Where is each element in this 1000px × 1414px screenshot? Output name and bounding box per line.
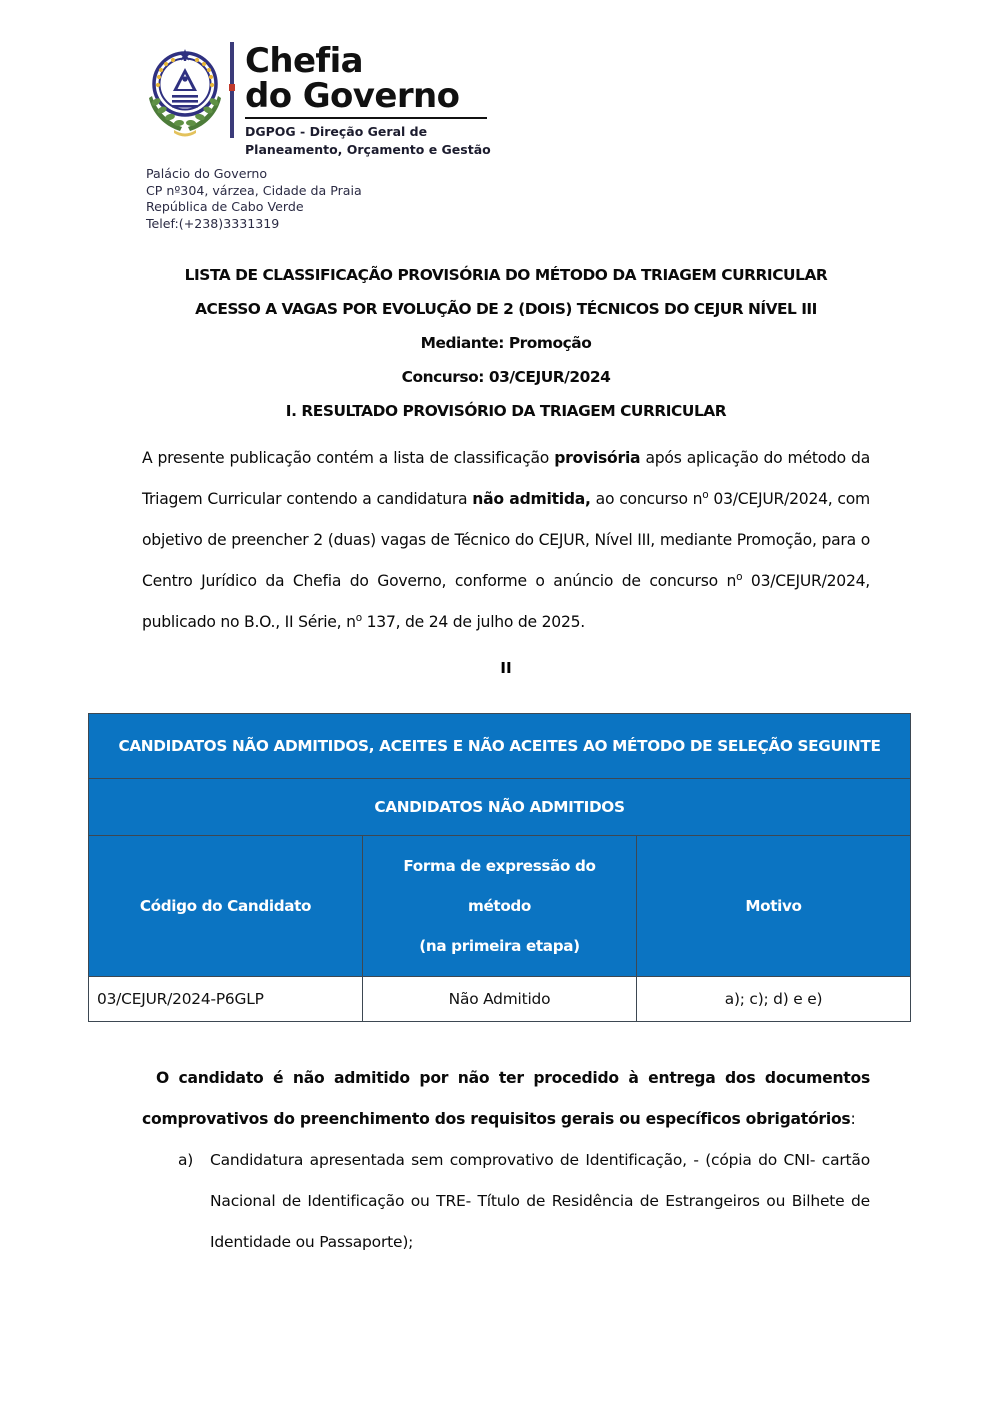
column-header-codigo: Código do Candidato bbox=[89, 836, 363, 977]
column-header-forma-line2: método bbox=[467, 897, 532, 915]
cell-motivo: a); c); d) e e) bbox=[637, 977, 911, 1022]
brand-line-1: Chefia bbox=[245, 41, 364, 81]
subtitle-access: ACESSO A VAGAS POR EVOLUÇÃO DE 2 (DOIS) TÉCNICOS DO CEJUR NÍVEL III bbox=[195, 300, 817, 318]
intro-sup-1: o bbox=[702, 488, 709, 501]
document-heading-block bbox=[142, 258, 870, 691]
table-banner-top: CANDIDATOS NÃO ADMITIDOS, ACEITES E NÃO ACEITES AO MÉTODO DE SELEÇÃO SEGUINTE bbox=[89, 714, 911, 779]
column-header-motivo: Motivo bbox=[637, 836, 911, 977]
page-title: LISTA DE CLASSIFICAÇÃO PROVISÓRIA DO MÉTODO DA TRIAGEM CURRICULAR bbox=[184, 266, 828, 284]
section-heading-i: I. RESULTADO PROVISÓRIO DA TRIAGEM CURRICULAR bbox=[285, 402, 727, 420]
contact-line-3: República de Cabo Verde bbox=[146, 199, 304, 214]
notice-paragraph bbox=[142, 1058, 870, 1140]
intro-seg-6: 137, de 24 de julho de 2025. bbox=[361, 613, 585, 631]
results-table-head bbox=[89, 714, 911, 977]
intro-paragraph bbox=[142, 438, 870, 643]
contact-line-1: Palácio do Governo bbox=[146, 166, 268, 181]
notice-bold-text: O candidato é não admitido por não ter procedido à entrega dos documentos comprovativos do preenchimento dos requisitos gerais ou específicos obrigatórios bbox=[142, 1069, 870, 1128]
results-table-body bbox=[89, 977, 911, 1022]
contact-line-4: Telef:(+238)3331319 bbox=[146, 215, 280, 231]
notice-colon: : bbox=[850, 1110, 856, 1128]
intro-bold-nao-admitida: não admitida, bbox=[472, 490, 591, 508]
cape-verde-coat-of-arms-icon bbox=[142, 44, 228, 140]
reason-text-a: Candidatura apresentada sem comprovativo de Identificação, - (cópia do CNI- cartão Nacional de Identificação ou TRE- Título de Residência de Estrangeiros ou Bilhete de Identidade ou Passaporte); bbox=[210, 1151, 870, 1251]
intro-bold-provisoria: provisória bbox=[554, 449, 641, 467]
section-marker-ii: II bbox=[500, 659, 512, 677]
department-name: DGPOG - Direção Geral de Planeamento, Orçamento e Gestão bbox=[245, 124, 491, 157]
brand-line-2: do Governo bbox=[245, 76, 460, 116]
letterhead-accent-dot bbox=[229, 84, 235, 91]
intro-sup-3: o bbox=[355, 611, 362, 624]
intro-seg-5: 03/CEJUR/2024, publicado no B.O., II Série, n bbox=[142, 572, 870, 631]
table-banner-sub: CANDIDATOS NÃO ADMITIDOS bbox=[89, 779, 911, 836]
intro-seg-4: 03/CEJUR/2024, com objetivo de preencher 2 (duas) vagas de Técnico do CEJUR, Nível III, mediante Promoção, para o Centro Jurídico da Chefia do Governo, conforme o anúncio de concurso n bbox=[142, 490, 870, 590]
column-header-forma bbox=[363, 836, 637, 977]
column-header-forma-line3: (na primeira etapa) bbox=[419, 937, 580, 955]
notice-block bbox=[142, 1058, 870, 1263]
intro-seg-2: após aplicação do método da Triagem Curricular contendo a candidatura bbox=[142, 449, 870, 508]
results-table-wrapper bbox=[88, 713, 911, 1022]
results-table bbox=[88, 713, 911, 1022]
brand-underline bbox=[245, 117, 487, 119]
subtitle-mediante: Mediante: Promoção bbox=[420, 334, 592, 352]
table-row bbox=[89, 977, 911, 1022]
subtitle-concurso: Concurso: 03/CEJUR/2024 bbox=[401, 368, 611, 386]
cell-forma-expressao: Não Admitido bbox=[363, 977, 637, 1022]
intro-seg-1: A presente publicação contém a lista de classificação bbox=[142, 449, 555, 467]
table-banner-row-sub bbox=[89, 779, 911, 836]
intro-seg-3: ao concurso n bbox=[590, 490, 703, 508]
contact-line-2: CP nº304, várzea, Cidade da Praia bbox=[146, 182, 362, 198]
cell-codigo-candidato: 03/CEJUR/2024-P6GLP bbox=[89, 977, 363, 1022]
letterhead-text-block bbox=[245, 42, 505, 159]
reasons-list bbox=[142, 1140, 870, 1263]
letterhead-divider-bar bbox=[230, 42, 234, 138]
letterhead bbox=[142, 42, 882, 232]
intro-sup-2: o bbox=[736, 570, 743, 583]
letterhead-row bbox=[142, 42, 882, 159]
contact-block bbox=[146, 166, 882, 232]
reason-marker-a: a) bbox=[178, 1151, 194, 1169]
table-banner-row-top bbox=[89, 714, 911, 779]
column-header-forma-line1: Forma de expressão do bbox=[403, 857, 596, 875]
list-item bbox=[142, 1140, 870, 1263]
table-column-header-row bbox=[89, 836, 911, 977]
